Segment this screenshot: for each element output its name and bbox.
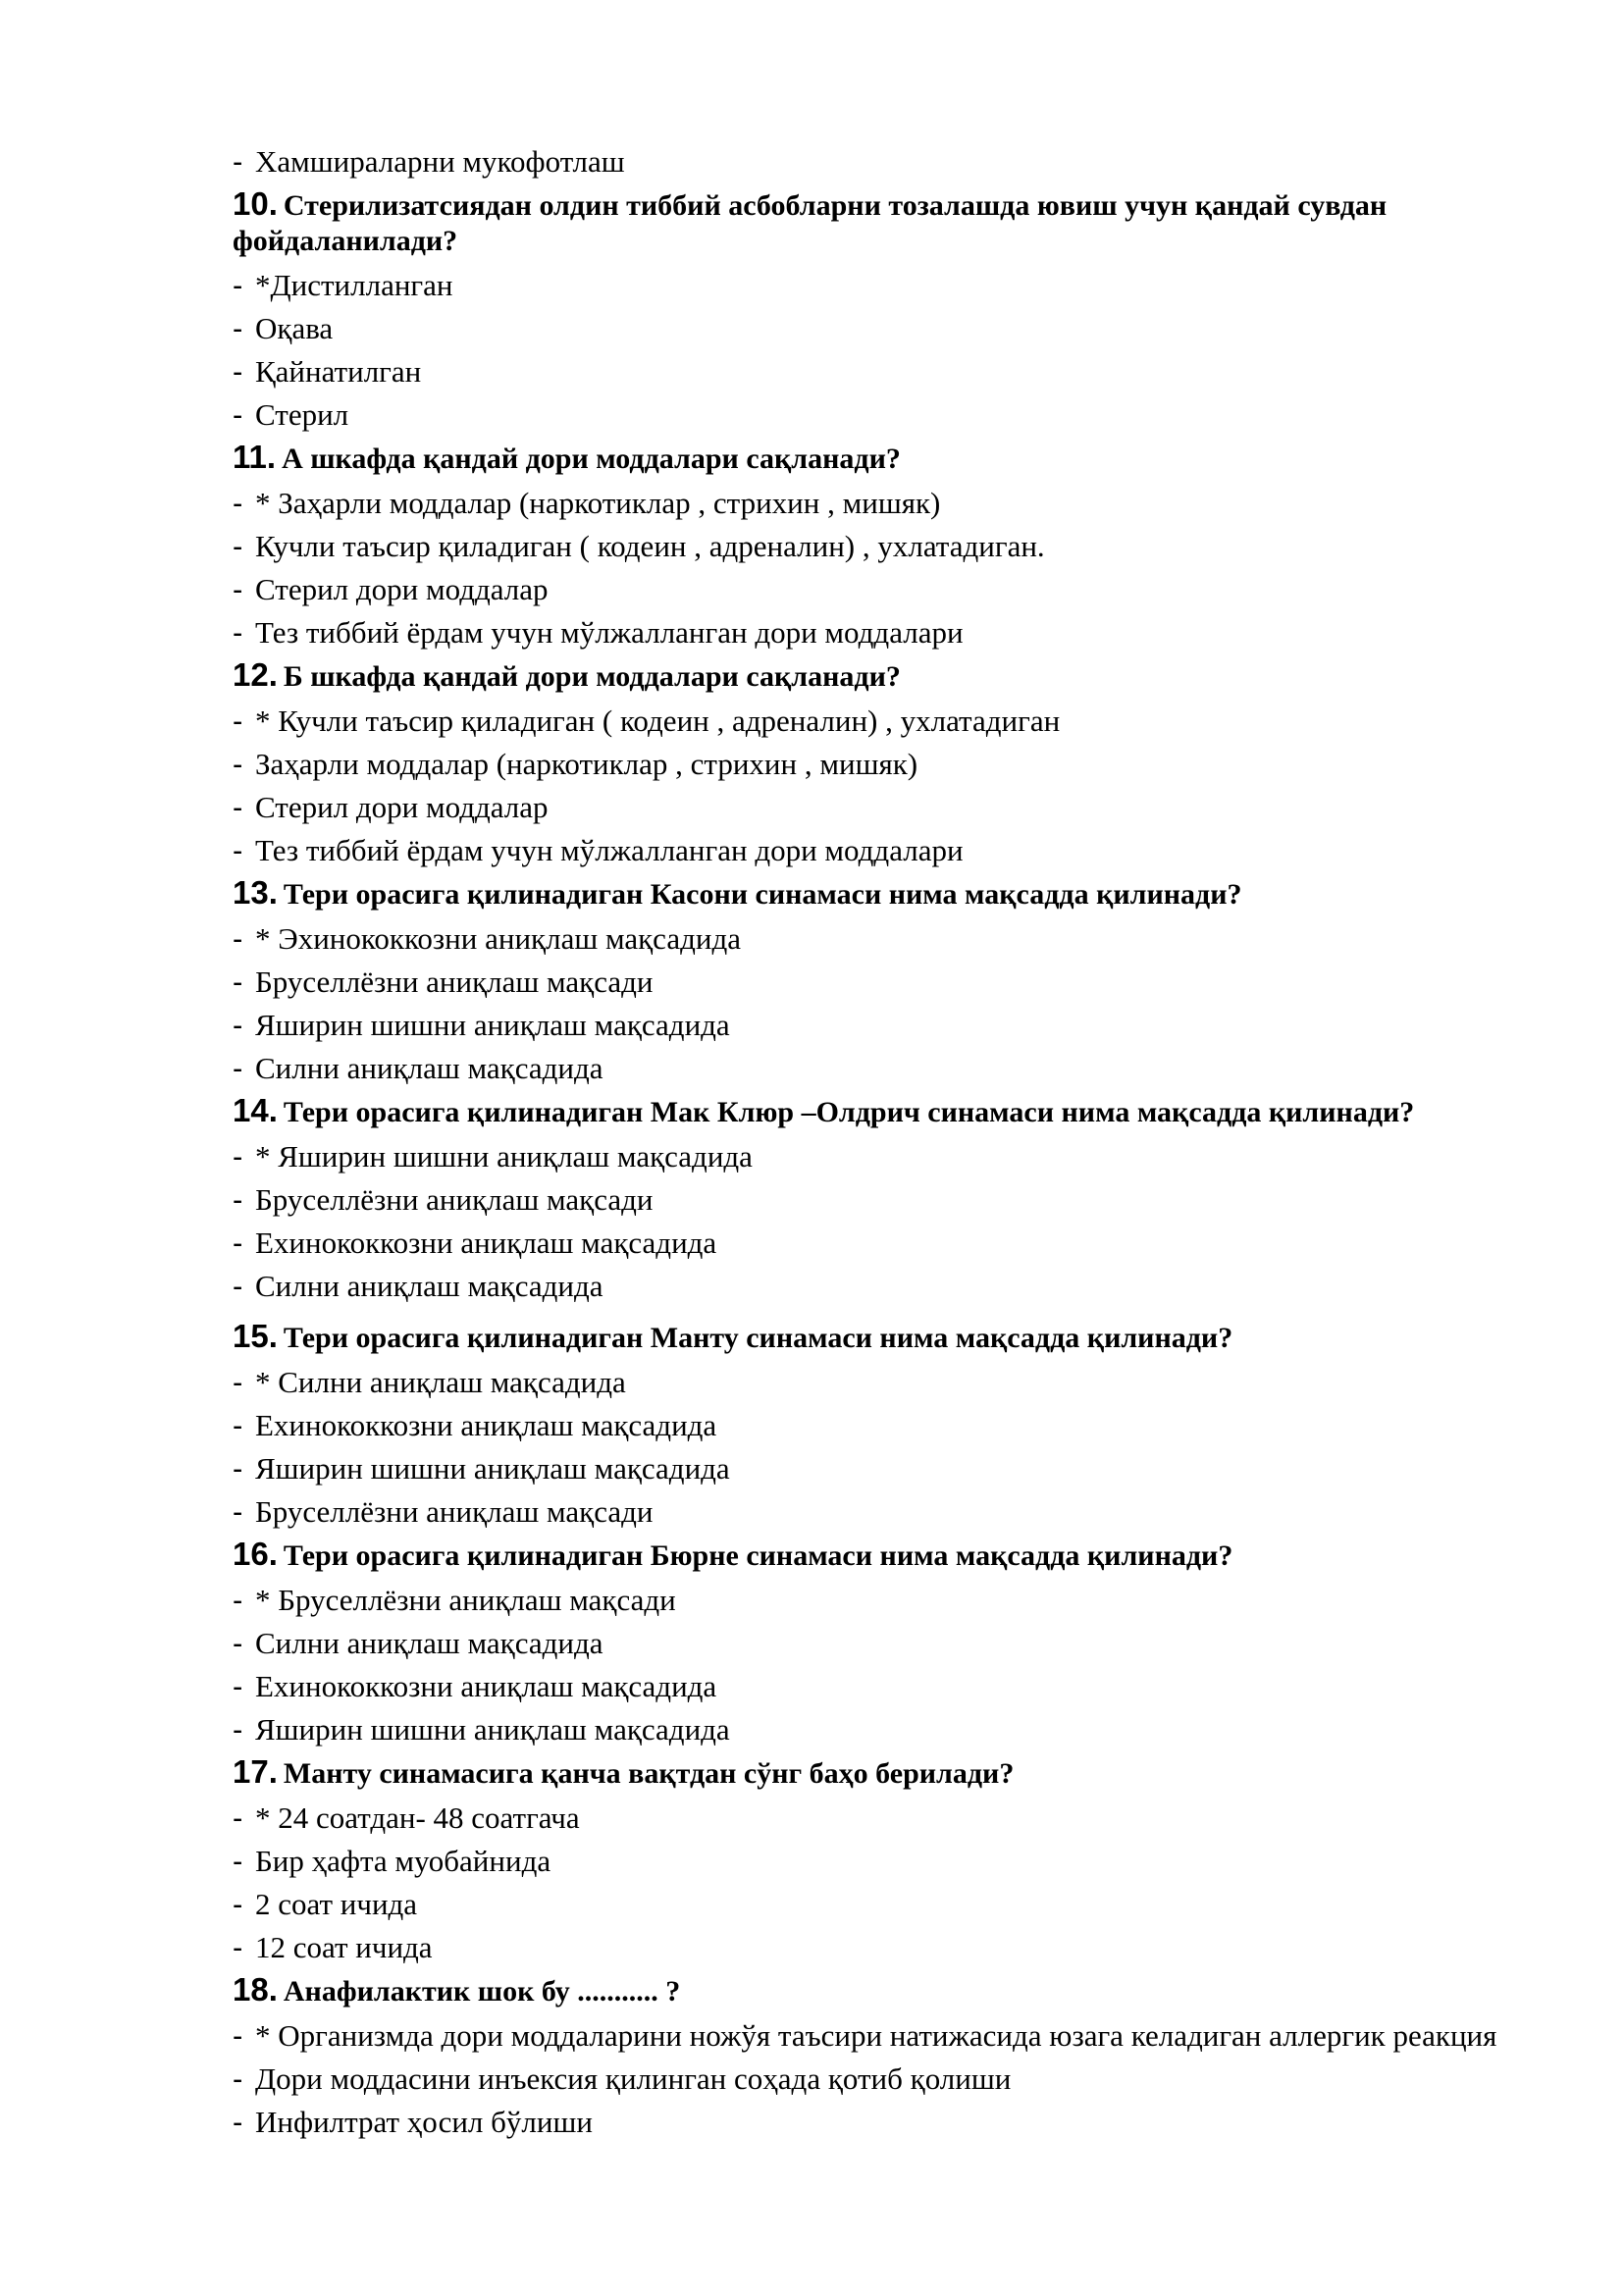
answer-option bbox=[233, 143, 1508, 181]
answer-option bbox=[233, 1007, 1508, 1044]
dash-marker: - bbox=[233, 1669, 243, 1703]
dash-marker: - bbox=[233, 1930, 243, 1964]
question-text: А шкафда қандай дори моддалари сақланади? bbox=[282, 443, 901, 475]
question bbox=[233, 186, 1479, 259]
answer-text: Бир ҳафта муобайнида bbox=[255, 1844, 551, 1878]
answer-option bbox=[233, 353, 1508, 391]
question-number: 15. bbox=[233, 1318, 278, 1354]
dash-marker: - bbox=[233, 1494, 243, 1529]
dash-marker: - bbox=[233, 615, 243, 650]
dash-marker: - bbox=[233, 1626, 243, 1660]
answer-option bbox=[233, 832, 1508, 869]
answer-text: Силни аниқлаш мақсадида bbox=[255, 1269, 603, 1303]
dash-marker: - bbox=[233, 1226, 243, 1260]
answer-option bbox=[233, 571, 1508, 608]
question-number: 11. bbox=[233, 439, 277, 475]
question-text: Тери орасига қилинадиган Манту синамаси нима мақсадда қилинади? bbox=[283, 1322, 1233, 1354]
question-number: 14. bbox=[233, 1092, 278, 1128]
answer-text: *Дистилланган bbox=[255, 268, 453, 302]
answer-option bbox=[233, 2104, 1508, 2141]
question-number: 16. bbox=[233, 1536, 278, 1572]
question bbox=[233, 1319, 1479, 1356]
test-page bbox=[233, 143, 1508, 2147]
question-text: Тери орасига қилинадиган Бюрне синамаси нима мақсадда қилинади? bbox=[283, 1539, 1233, 1572]
answer-text: Ехинококкозни аниқлаш мақсадида bbox=[255, 1669, 717, 1703]
dash-marker: - bbox=[233, 1182, 243, 1217]
dash-marker: - bbox=[233, 311, 243, 345]
dash-marker: - bbox=[233, 747, 243, 781]
dash-marker: - bbox=[233, 354, 243, 389]
answer-option bbox=[233, 1799, 1508, 1837]
question-text: Тери орасига қилинадиган Мак Клюр –Олдрич синамаси нима мақсадда қилинади? bbox=[283, 1096, 1415, 1128]
question-text: Анафилактик шок бу ........... ? bbox=[283, 1975, 681, 2008]
question bbox=[233, 1754, 1479, 1792]
question bbox=[233, 875, 1479, 913]
question-number: 10. bbox=[233, 185, 278, 222]
question bbox=[233, 657, 1479, 695]
answer-option bbox=[233, 485, 1508, 522]
question-number: 18. bbox=[233, 1971, 278, 2008]
dash-marker: - bbox=[233, 833, 243, 867]
answer-text: Стерил bbox=[255, 397, 349, 432]
answer-text: * Организмда дори моддаларини ножўя таъсири натижасида юзага келадиган аллергик реакция bbox=[255, 2018, 1497, 2053]
question bbox=[233, 440, 1479, 477]
answer-text: Хамшираларни мукофотлаш bbox=[255, 144, 625, 179]
dash-marker: - bbox=[233, 1269, 243, 1303]
answer-option bbox=[233, 1843, 1508, 1880]
question bbox=[233, 1972, 1479, 2009]
answer-text: Дори моддасини инъексия қилинган соҳада қотиб қолиши bbox=[255, 2061, 1012, 2096]
answer-text: Кучли таъсир қиладиган ( кодеин , адреналин) , ухлатадиган. bbox=[255, 529, 1045, 563]
answer-option bbox=[233, 1582, 1508, 1619]
dash-marker: - bbox=[233, 921, 243, 956]
answer-text: 12 соат ичида bbox=[255, 1930, 433, 1964]
dash-marker: - bbox=[233, 268, 243, 302]
answer-option bbox=[233, 1050, 1508, 1087]
dash-marker: - bbox=[233, 486, 243, 520]
question-number: 12. bbox=[233, 656, 278, 693]
answer-text: Силни аниқлаш мақсадида bbox=[255, 1626, 603, 1660]
answer-option bbox=[233, 1364, 1508, 1401]
answer-text: * 24 соатдан- 48 соатгача bbox=[255, 1800, 580, 1835]
answer-text: Стерил дори моддалар bbox=[255, 572, 549, 606]
question-text: Стерилизатсиядан олдин тиббий асбобларни тозалашда ювиш учун қандай сувдан фойдаланилади? bbox=[233, 189, 1388, 257]
dash-marker: - bbox=[233, 1583, 243, 1617]
answer-text: * Силни аниқлаш мақсадида bbox=[255, 1365, 626, 1399]
answer-option bbox=[233, 396, 1508, 434]
dash-marker: - bbox=[233, 1844, 243, 1878]
dash-marker: - bbox=[233, 1800, 243, 1835]
dash-marker: - bbox=[233, 1139, 243, 1174]
dash-marker: - bbox=[233, 790, 243, 824]
answer-option bbox=[233, 1929, 1508, 1966]
answer-option bbox=[233, 614, 1508, 652]
question-number: 17. bbox=[233, 1753, 278, 1790]
dash-marker: - bbox=[233, 1051, 243, 1085]
answer-option bbox=[233, 1407, 1508, 1444]
dash-marker: - bbox=[233, 1712, 243, 1747]
answer-text: Яширин шишни аниқлаш мақсадида bbox=[255, 1712, 730, 1747]
dash-marker: - bbox=[233, 2018, 243, 2053]
answer-option bbox=[233, 1493, 1508, 1531]
question-text: Манту синамасига қанча вақтдан сўнг баҳо берилади? bbox=[283, 1757, 1015, 1790]
answer-option bbox=[233, 2060, 1508, 2098]
question bbox=[233, 1093, 1479, 1130]
answer-text: Стерил дори моддалар bbox=[255, 790, 549, 824]
dash-marker: - bbox=[233, 397, 243, 432]
answer-option bbox=[233, 789, 1508, 826]
answer-option bbox=[233, 1450, 1508, 1487]
answer-text: Бруселлёзни аниқлаш мақсади bbox=[255, 1182, 654, 1217]
question-text: Тери орасига қилинадиган Касони синамаси нима мақсадда қилинади? bbox=[283, 878, 1242, 911]
answer-text: * Кучли таъсир қиладиган ( кодеин , адреналин) , ухлатадиган bbox=[255, 704, 1061, 738]
dash-marker: - bbox=[233, 965, 243, 999]
answer-option bbox=[233, 1668, 1508, 1705]
dash-marker: - bbox=[233, 529, 243, 563]
answer-text: Тез тиббий ёрдам учун мўлжалланган дори моддалари bbox=[255, 615, 964, 650]
question-number: 13. bbox=[233, 874, 278, 911]
answer-text: Инфилтрат ҳосил бўлиши bbox=[255, 2105, 593, 2139]
question bbox=[233, 1537, 1479, 1574]
answer-option bbox=[233, 1181, 1508, 1219]
answer-text: Оқава bbox=[255, 311, 334, 345]
answer-text: Яширин шишни аниқлаш мақсадида bbox=[255, 1451, 730, 1486]
answer-option bbox=[233, 1711, 1508, 1748]
dash-marker: - bbox=[233, 1008, 243, 1042]
dash-marker: - bbox=[233, 144, 243, 179]
answer-text: Ехинококкозни аниқлаш мақсадида bbox=[255, 1226, 717, 1260]
answer-text: Бруселлёзни аниқлаш мақсади bbox=[255, 1494, 654, 1529]
answer-option bbox=[233, 310, 1508, 347]
answer-text: * Яширин шишни аниқлаш мақсадида bbox=[255, 1139, 753, 1174]
answer-option bbox=[233, 1625, 1508, 1662]
dash-marker: - bbox=[233, 2105, 243, 2139]
answer-option bbox=[233, 1225, 1508, 1262]
answer-text: Ехинококкозни аниқлаш мақсадида bbox=[255, 1408, 717, 1442]
dash-marker: - bbox=[233, 1408, 243, 1442]
answer-option bbox=[233, 1138, 1508, 1175]
dash-marker: - bbox=[233, 1365, 243, 1399]
dash-marker: - bbox=[233, 704, 243, 738]
answer-text: * Заҳарли моддалар (наркотиклар , стрихин , мишяк) bbox=[255, 486, 941, 520]
answer-option bbox=[233, 1886, 1508, 1923]
answer-option bbox=[233, 746, 1508, 783]
answer-text: Яширин шишни аниқлаш мақсадида bbox=[255, 1008, 730, 1042]
answer-text: Тез тиббий ёрдам учун мўлжалланган дори моддалари bbox=[255, 833, 964, 867]
answer-text: Бруселлёзни аниқлаш мақсади bbox=[255, 965, 654, 999]
answer-text: Заҳарли моддалар (наркотиклар , стрихин , мишяк) bbox=[255, 747, 918, 781]
dash-marker: - bbox=[233, 1451, 243, 1486]
answer-option bbox=[233, 528, 1508, 565]
question-text: Б шкафда қандай дори моддалари сақланади? bbox=[283, 660, 901, 693]
answer-text: 2 соат ичида bbox=[255, 1887, 418, 1921]
answer-option bbox=[233, 2017, 1498, 2055]
answer-text: Қайнатилган bbox=[255, 354, 422, 389]
answer-option bbox=[233, 703, 1508, 740]
answer-text: Силни аниқлаш мақсадида bbox=[255, 1051, 603, 1085]
answer-option bbox=[233, 1268, 1508, 1305]
dash-marker: - bbox=[233, 572, 243, 606]
answer-text: * Эхинококкозни аниқлаш мақсадида bbox=[255, 921, 741, 956]
answer-option bbox=[233, 964, 1508, 1001]
dash-marker: - bbox=[233, 2061, 243, 2096]
answer-option bbox=[233, 920, 1508, 958]
dash-marker: - bbox=[233, 1887, 243, 1921]
answer-text: * Бруселлёзни аниқлаш мақсади bbox=[255, 1583, 676, 1617]
answer-option bbox=[233, 267, 1508, 304]
